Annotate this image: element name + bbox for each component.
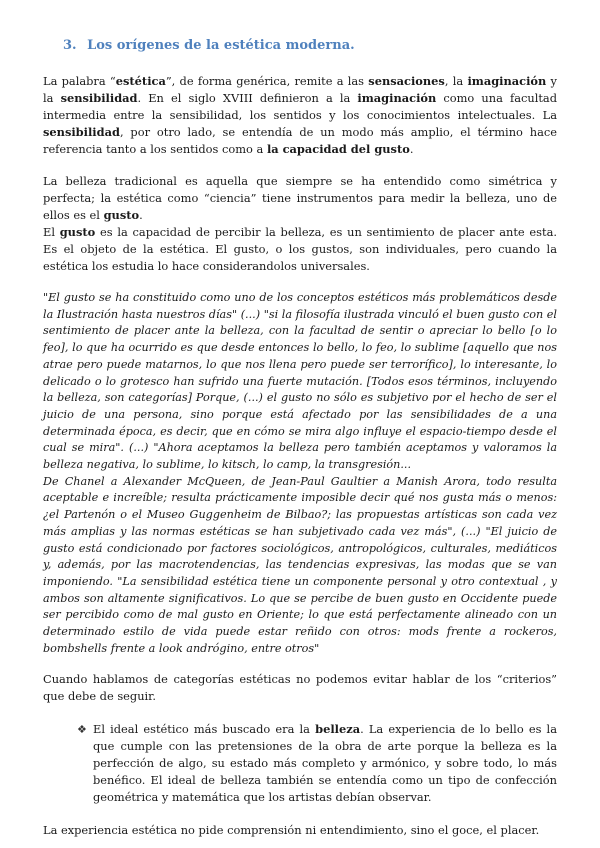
section-number: 3. [63, 38, 77, 53]
paragraph-experience: La experiencia estética no pide comprensión ni entendimiento, sino el goce, el placer. [43, 823, 540, 838]
paragraph-definition [43, 73, 557, 158]
bullet-item [77, 721, 557, 806]
bold-term: gusto [103, 208, 140, 222]
text-run: . En el siglo XVIII definieron a la [137, 91, 358, 105]
text-run: , la [444, 74, 468, 88]
paragraph-traditional-beauty [43, 173, 557, 224]
bold-term: sensibilidad [60, 91, 138, 105]
bold-term: imaginación [357, 91, 437, 105]
text-run: y la [43, 74, 557, 105]
text-run: . La experiencia de lo bello es la que cumple con las pretensiones de la obra de arte porque la belleza es la perfección de algo, su estado más completo y armónico, y sobre todo, lo más benéfico. El ideal de belleza también se entendía como un tipo de confección geométrica y matemática que los artistas debían observar. [93, 722, 557, 805]
quote-block [43, 290, 557, 657]
section-title: Los orígenes de la estética moderna. [87, 38, 355, 53]
bold-term: gusto [59, 225, 96, 239]
text-run: ”, de forma genérica, remite a las [165, 74, 369, 88]
paragraph-taste [43, 224, 557, 275]
bold-term: belleza [315, 722, 361, 737]
quote-part-1: "El gusto se ha constituido como uno de los conceptos estéticos más problemáticos desde la Ilustración hasta nuestros días" (...) "si la filosofía ilustrada vinculó el buen gusto con el sentimiento de placer ante la belleza, con la facultad de sentir o apreciar lo bello [o lo feo], lo que ha ocurrido es que desde entonces lo bello, lo feo, lo sublime [aquello que nos atrae pero puede matarnos, lo que nos llena pero puede ser terrorífico], lo interesante, lo delicado o lo grotesco han sufrido una fuerte mutación. [Todos esos términos, incluyendo la belleza, son categorías] Porque, (...) el gusto no sólo es subjetivo por el hecho de ser el juicio de una persona, sino porque está afectado por las sensibilidades de a una determinada época, es decir, que en cómo se mira algo influye el espacio-tiempo desde el cual se mira". (...) "Ahora aceptamos la belleza pero también aceptamos y valoramos la belleza negativa, lo sublime, lo kitsch, lo camp, la transgresión... [43, 291, 557, 472]
bullet-text [93, 721, 557, 806]
bold-term: sensibilidad [43, 125, 120, 139]
text-run: , por otro lado, se entendía de un modo más amplio, el término hace referencia tanto a los sentidos como a [43, 125, 557, 156]
text-run: La belleza tradicional es aquella que siempre se ha entendido como simétrica y perfecta; la estética como “ciencia” tiene instrumentos para medir la belleza, uno de ellos es el [43, 174, 557, 222]
text-run: El ideal estético más buscado era la [93, 722, 316, 737]
text-run: El [43, 225, 60, 239]
text-run: es la capacidad de percibir la belleza, es un sentimiento de placer ante esta. Es el objeto de la estética. El gusto, o los gustos, son individuales, pero cuando la estética los estudia lo hace considerandolos universales. [43, 225, 557, 273]
text-run: . [139, 208, 143, 222]
bold-term: imaginación [467, 74, 547, 88]
paragraph-categories: Cuando hablamos de categorías estéticas no podemos evitar hablar de los “criterios” que debe de seguir. [43, 672, 557, 704]
text-run: . [409, 142, 414, 156]
text-run: La palabra “ [43, 74, 116, 88]
bold-term: estética [115, 74, 166, 88]
quote-part-2: De Chanel a Alexander McQueen, de Jean-Paul Gaultier a Manish Arora, todo resulta aceptable e increíble; resulta prácticamente imposible decir qué nos gusta más o menos: ¿el Partenón o el Museo Guggenheim de Bilbao?; las propuestas artísticas son cada vez más amplias y las normas estéticas se han subjetivado cada vez más", (...) "El juicio de gusto está condicionado por factores sociológicos, antropológicos, culturales, mediáticos y, además, por las macrotendencias, las tendencias expresivas, las modas que se van imponiendo. "La sensibilidad estética tiene un componente personal y otro contextual , y ambos son altamente significativos. Lo que se percibe de buen gusto en Occidente puede ser percibido como de mal gusto en Oriente; lo que está perfectamente alineado con un determinado estilo de vida puede estar reñido con otros: mods frente a rockeros, bombshells frente a look andrógino, entre otros" [43, 474, 557, 655]
text-run: como una facultad intermedia entre la sensibilidad, los sentidos y los conocimientos intelectuales. La [43, 91, 558, 122]
bold-term: la capacidad del gusto [266, 142, 410, 156]
diamond-bullet-icon: ❖ [77, 723, 87, 737]
section-heading [63, 38, 557, 53]
document-page [43, 38, 557, 839]
bold-term: sensaciones [368, 74, 445, 88]
